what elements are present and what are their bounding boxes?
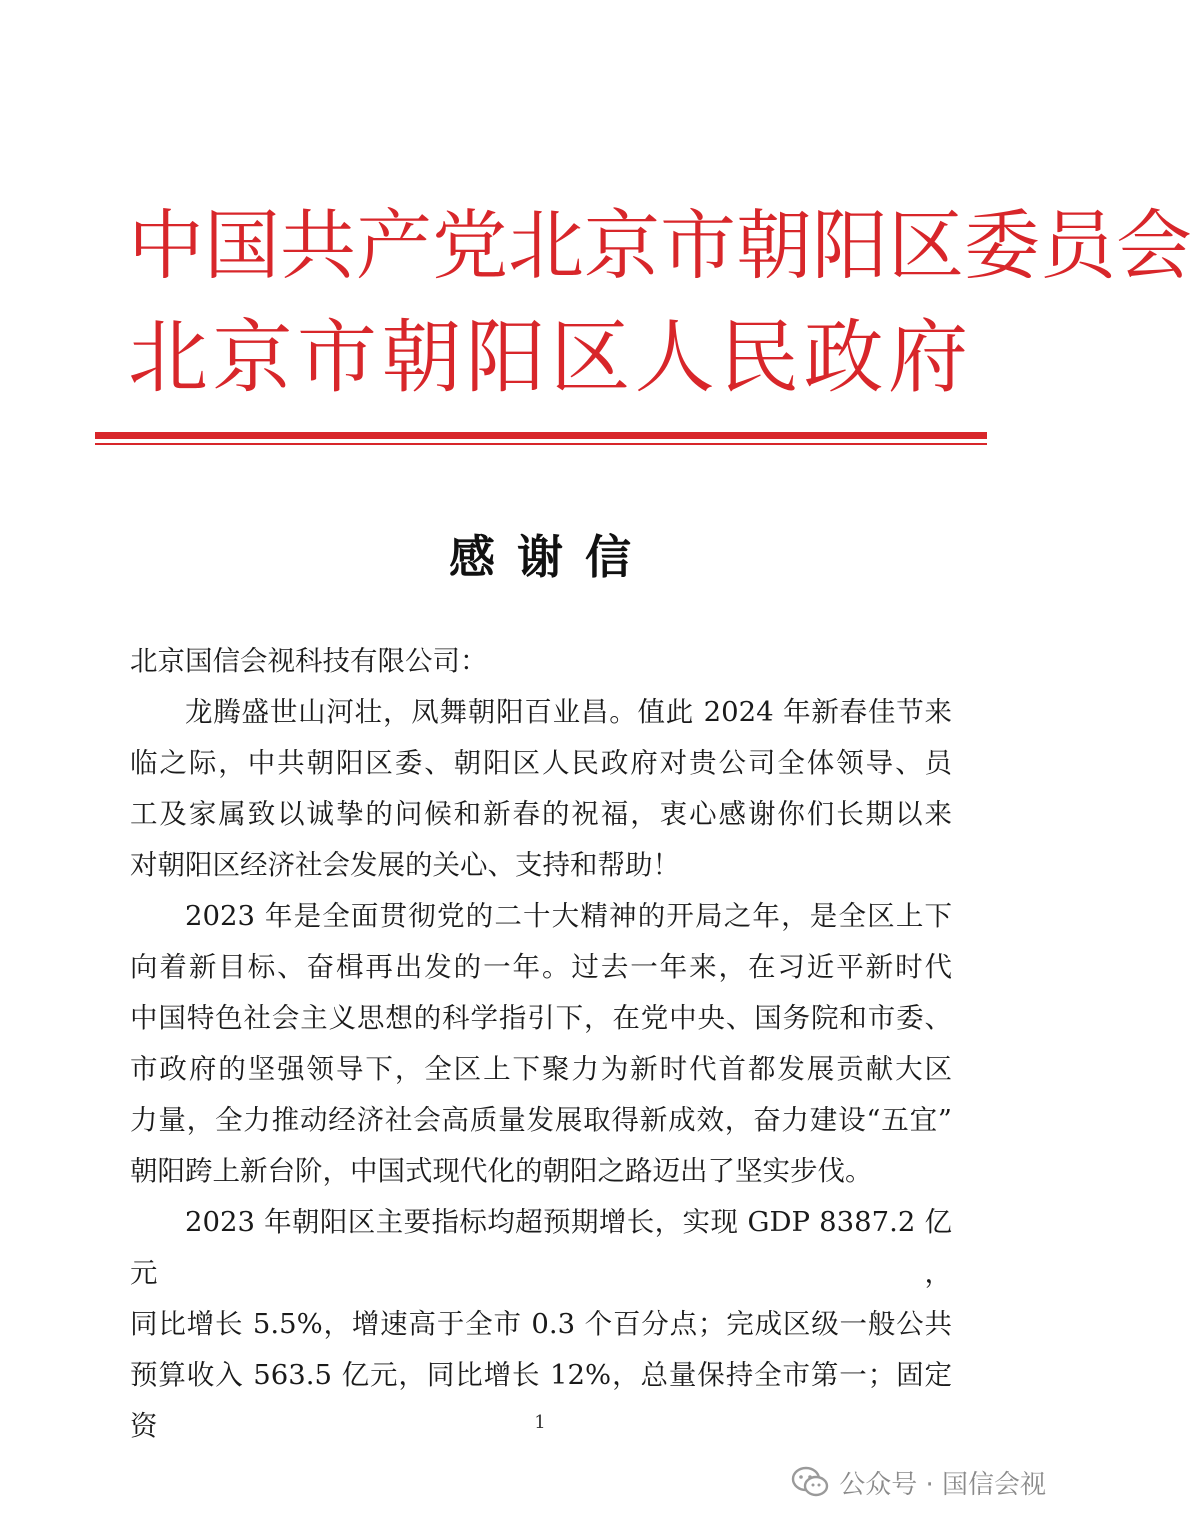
- header-char: 国: [204, 201, 280, 290]
- paragraph-line: 市政府的坚强领导下，全区上下聚力为新时代首都发展贡献大区: [130, 1053, 952, 1085]
- header-char: 北: [128, 311, 208, 404]
- header-char: 区: [550, 311, 631, 404]
- paragraph-line: 向着新目标、奋楫再出发的一年。过去一年来，在习近平新时代: [130, 951, 952, 983]
- header-char: 人: [634, 311, 715, 404]
- paragraph-line: 2023 年是全面贯彻党的二十大精神的开局之年，是全区上下: [185, 900, 952, 932]
- issuer-name-party-committee: [128, 198, 1192, 294]
- header-char: 员: [1040, 201, 1116, 290]
- header-char: 共: [280, 201, 356, 290]
- paragraph-line: 临之际，中共朝阳区委、朝阳区人民政府对贵公司全体领导、员: [130, 747, 952, 779]
- header-char: 会: [1116, 201, 1192, 290]
- paragraph-line: 同比增长 5.5%，增速高于全市 0.3 个百分点；完成区级一般公共: [130, 1308, 952, 1340]
- paragraph-line: 对朝阳区经济社会发展的关心、支持和帮助！: [130, 849, 680, 881]
- header-char: 府: [887, 311, 968, 404]
- letter-title: 感谢信: [449, 530, 653, 584]
- paragraph-line: 朝阳跨上新台阶，中国式现代化的朝阳之路迈出了坚实步伐。: [130, 1155, 873, 1187]
- watermark-text: 公众号 · 国信会视: [839, 1469, 1046, 1500]
- wechat-icon: [791, 1466, 829, 1498]
- red-header-rule-thick: [95, 432, 987, 439]
- issuer-name-government: [128, 310, 968, 406]
- header-char: 市: [296, 311, 377, 404]
- header-char: 阳: [812, 201, 888, 290]
- header-char: 中: [128, 201, 204, 290]
- header-char: 市: [660, 201, 736, 290]
- header-char: 北: [508, 201, 584, 290]
- paragraph-line: 中国特色社会主义思想的科学指引下，在党中央、国务院和市委、: [130, 1002, 952, 1034]
- paragraph-line: 2023 年朝阳区主要指标均超预期增长，实现 GDP 8387.2 亿元，: [130, 1206, 952, 1289]
- paragraph-line: 预算收入 563.5 亿元，同比增长 12%，总量保持全市第一；固定资: [130, 1359, 952, 1442]
- header-char: 委: [964, 201, 1040, 290]
- header-char: 京: [212, 311, 293, 404]
- paragraph-line: 工及家属致以诚挚的问候和新春的祝福，衷心感谢你们长期以来: [130, 798, 952, 830]
- header-char: 党: [432, 201, 508, 290]
- header-char: 京: [584, 201, 660, 290]
- paragraph-1: [130, 687, 952, 891]
- header-char: 产: [356, 201, 432, 290]
- header-char: 政: [803, 311, 884, 404]
- salutation: 北京国信会视科技有限公司：: [130, 645, 488, 677]
- paragraph-2: [130, 891, 952, 1197]
- header-char: 朝: [736, 201, 812, 290]
- header-char: 区: [888, 201, 964, 290]
- letter-body: [130, 636, 952, 1452]
- header-char: 朝: [381, 311, 462, 404]
- wechat-watermark: [791, 1462, 1046, 1502]
- paragraph-line: 力量，全力推动经济社会高质量发展取得新成效，奋力建设“五宜”: [130, 1104, 952, 1136]
- page-number: 1: [534, 1412, 546, 1433]
- red-header-rule-thin: [95, 443, 987, 445]
- paragraph-line: 龙腾盛世山河壮，凤舞朝阳百业昌。值此 2024 年新春佳节来: [185, 696, 952, 728]
- header-char: 阳: [465, 311, 546, 404]
- header-char: 民: [719, 311, 800, 404]
